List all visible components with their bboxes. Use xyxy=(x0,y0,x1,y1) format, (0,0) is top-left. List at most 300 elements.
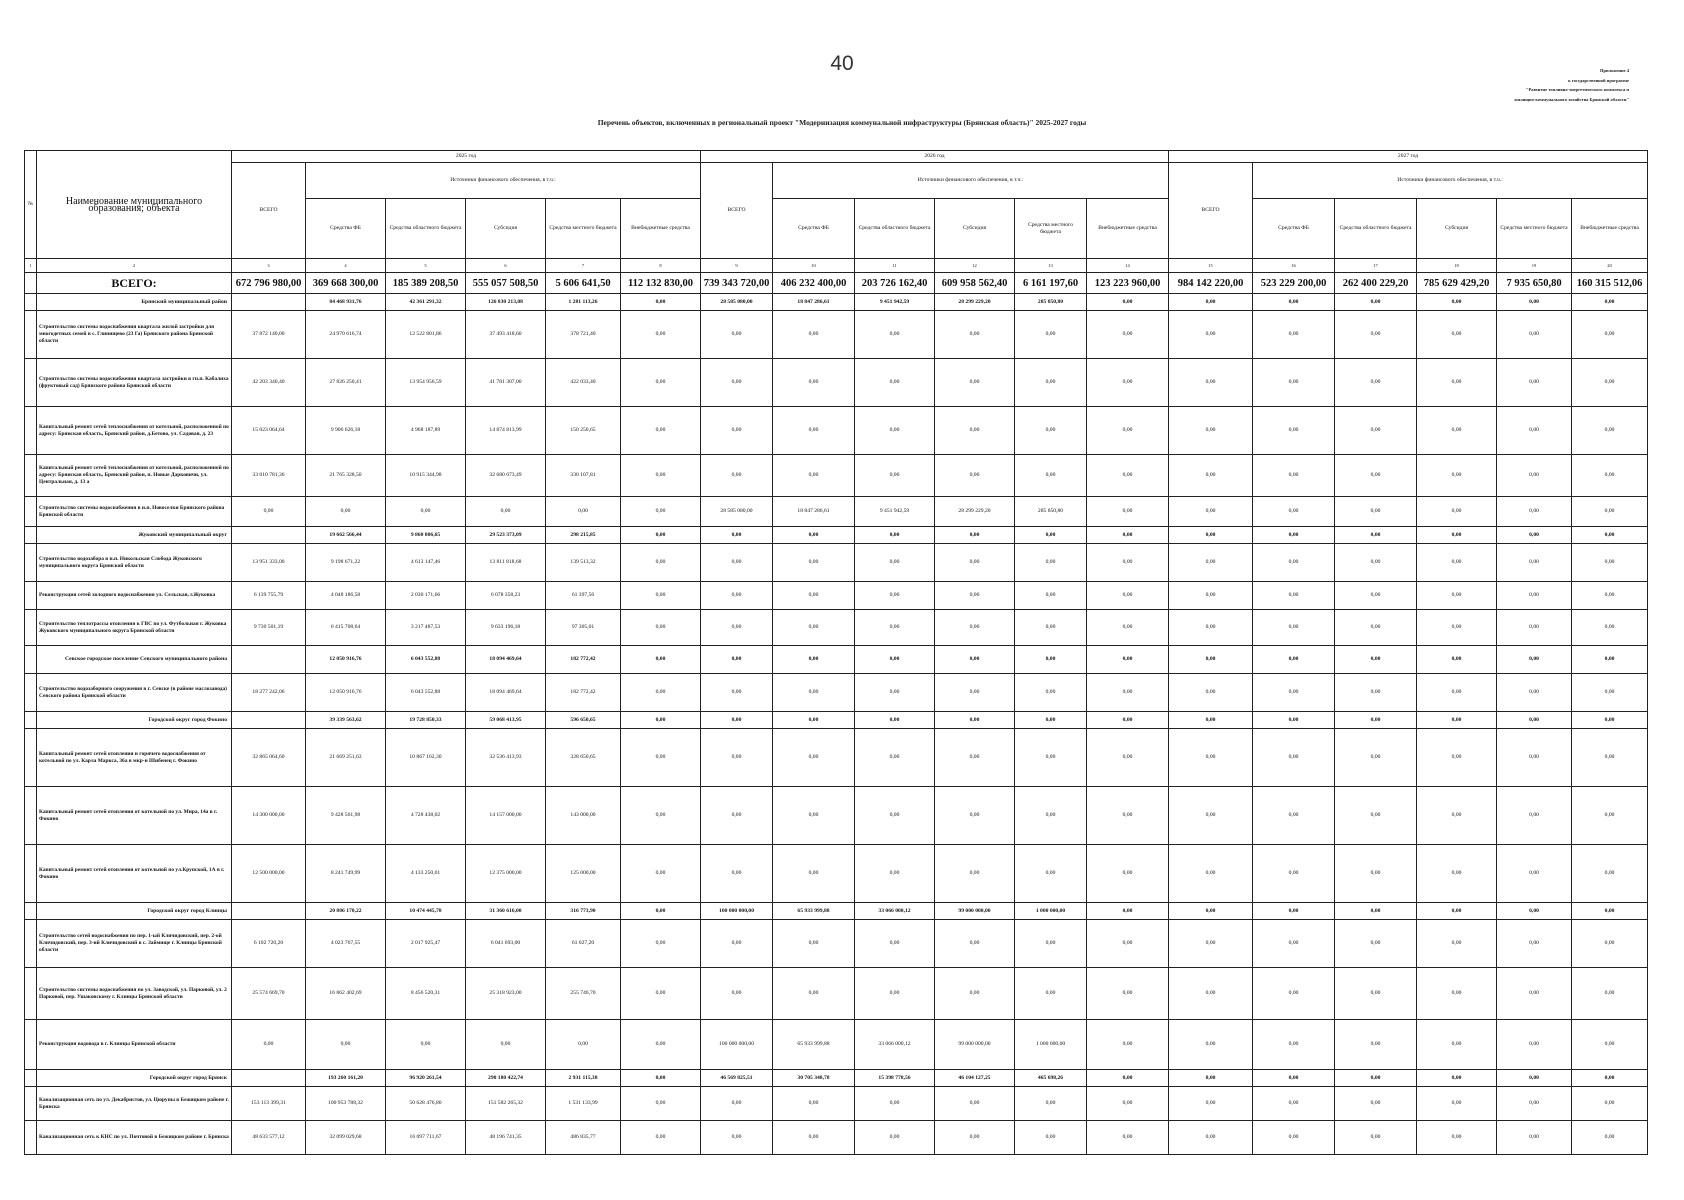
value-cell: 14 300 000,00 xyxy=(232,787,306,845)
index-cell: 5 xyxy=(386,259,466,273)
value-cell: 0,00 xyxy=(935,1121,1015,1155)
object-row xyxy=(25,610,1648,646)
value-cell: 24 970 616,74 xyxy=(306,311,386,359)
index-cell: 14 xyxy=(1087,259,1169,273)
value-cell: 285 850,80 xyxy=(1015,294,1087,311)
value-cell: 0,00 xyxy=(855,1087,935,1121)
value-cell: 0,00 xyxy=(1169,497,1253,527)
value-cell: 0,00 xyxy=(1417,497,1497,527)
value-cell: 0,00 xyxy=(701,845,773,903)
value-cell: 61 027,20 xyxy=(546,920,621,968)
index-cell: 19 xyxy=(1497,259,1572,273)
value-cell: 0,00 xyxy=(935,359,1015,407)
value-cell: 4 613 147,46 xyxy=(386,544,466,582)
row-num-cell xyxy=(25,968,37,1020)
value-cell: 0,00 xyxy=(1253,787,1335,845)
value-cell: 4 023 767,55 xyxy=(306,920,386,968)
group-row xyxy=(25,646,1648,674)
value-cell: 0,00 xyxy=(701,455,773,497)
value-cell: 0,00 xyxy=(701,1087,773,1121)
object-row xyxy=(25,1087,1648,1121)
value-cell: 160 315 512,06 xyxy=(1572,273,1648,294)
object-row xyxy=(25,920,1648,968)
value-cell: 0,00 xyxy=(1087,359,1169,407)
value-cell: 0,00 xyxy=(1335,497,1417,527)
value-cell: 0,00 xyxy=(701,359,773,407)
value-cell: 97 305,01 xyxy=(546,610,621,646)
value-cell: 0,00 xyxy=(1497,294,1572,311)
value-cell: 25 574 669,70 xyxy=(232,968,306,1020)
value-cell: 0,00 xyxy=(621,968,701,1020)
value-cell: 0,00 xyxy=(935,729,1015,787)
value-cell: 0,00 xyxy=(1335,407,1417,455)
value-cell: 42 361 291,32 xyxy=(386,294,466,311)
value-cell: 1 000 000,00 xyxy=(1015,903,1087,920)
value-cell: 0,00 xyxy=(621,359,701,407)
row-num-cell xyxy=(25,407,37,455)
value-cell: 0,00 xyxy=(1335,920,1417,968)
value-cell: 0,00 xyxy=(855,359,935,407)
value-cell: 0,00 xyxy=(1335,729,1417,787)
index-cell: 20 xyxy=(1572,259,1648,273)
value-cell: 12 522 801,86 xyxy=(386,311,466,359)
value-cell: 0,00 xyxy=(1169,582,1253,610)
value-cell: 9 428 561,98 xyxy=(306,787,386,845)
value-cell: 2 931 115,38 xyxy=(546,1070,621,1087)
value-cell: 0,00 xyxy=(1253,674,1335,712)
value-cell: 5 606 641,50 xyxy=(546,273,621,294)
value-cell: 0,00 xyxy=(1253,968,1335,1020)
value-cell: 0,00 xyxy=(1335,527,1417,544)
object-row xyxy=(25,787,1648,845)
value-cell: 0,00 xyxy=(1169,359,1253,407)
row-num-cell xyxy=(25,527,37,544)
value-cell: 0,00 xyxy=(1335,294,1417,311)
index-cell: 7 xyxy=(546,259,621,273)
value-cell: 9 451 942,59 xyxy=(855,294,935,311)
value-cell: 203 726 162,40 xyxy=(855,273,935,294)
value-cell: 0,00 xyxy=(935,610,1015,646)
value-cell: 0,00 xyxy=(1015,527,1087,544)
value-cell: 0,00 xyxy=(773,845,855,903)
value-cell: 0,00 xyxy=(1572,845,1648,903)
value-cell: 0,00 xyxy=(232,497,306,527)
value-cell: 182 772,42 xyxy=(546,674,621,712)
object-row xyxy=(25,968,1648,1020)
value-cell: 39 339 563,62 xyxy=(306,712,386,729)
value-cell: 65 933 999,88 xyxy=(773,903,855,920)
value-cell: 0,00 xyxy=(935,407,1015,455)
row-num-cell xyxy=(25,712,37,729)
value-cell: 0,00 xyxy=(1087,845,1169,903)
header-col-extra: Внебюджетные средства xyxy=(621,199,701,259)
value-cell: 378 721,40 xyxy=(546,311,621,359)
header-col-fb: Средства ФБ xyxy=(1253,199,1335,259)
index-row xyxy=(25,259,1648,273)
value-cell: 32 680 673,49 xyxy=(466,455,546,497)
value-cell: 0,00 xyxy=(935,311,1015,359)
value-cell: 0,00 xyxy=(773,455,855,497)
value-cell: 65 933 999,88 xyxy=(773,1020,855,1070)
row-num-cell xyxy=(25,544,37,582)
value-cell: 0,00 xyxy=(1417,582,1497,610)
value-cell: 0,00 xyxy=(1572,646,1648,674)
value-cell: 0,00 xyxy=(1335,845,1417,903)
value-cell: 0,00 xyxy=(1417,1121,1497,1155)
value-cell: 0,00 xyxy=(1335,311,1417,359)
value-cell: 0,00 xyxy=(1572,455,1648,497)
value-cell: 6 043 552,88 xyxy=(386,646,466,674)
header-num: № xyxy=(25,151,37,259)
value-cell: 0,00 xyxy=(621,455,701,497)
value-cell: 0,00 xyxy=(621,610,701,646)
object-row xyxy=(25,1121,1648,1155)
index-cell: 13 xyxy=(1015,259,1087,273)
value-cell: 0,00 xyxy=(701,544,773,582)
value-cell: 0,00 xyxy=(773,968,855,1020)
value-cell: 28 299 229,20 xyxy=(935,294,1015,311)
row-num-cell xyxy=(25,294,37,311)
row-num-cell xyxy=(25,497,37,527)
value-cell: 0,00 xyxy=(1169,1020,1253,1070)
value-cell: 21 765 328,50 xyxy=(306,455,386,497)
value-cell: 0,00 xyxy=(1253,455,1335,497)
value-cell: 0,00 xyxy=(773,646,855,674)
table-header xyxy=(25,151,1648,259)
row-num-cell xyxy=(25,646,37,674)
index-cell: 2 xyxy=(37,259,232,273)
value-cell: 9 633 196,18 xyxy=(466,610,546,646)
value-cell: 0,00 xyxy=(621,527,701,544)
value-cell: 0,00 xyxy=(1169,674,1253,712)
value-cell: 0,00 xyxy=(1417,712,1497,729)
value-cell: 4 728 438,02 xyxy=(386,787,466,845)
index-cell: 17 xyxy=(1335,259,1417,273)
value-cell: 0,00 xyxy=(1015,1087,1087,1121)
value-cell: 0,00 xyxy=(621,311,701,359)
value-cell: 2 030 171,66 xyxy=(386,582,466,610)
value-cell: 0,00 xyxy=(935,968,1015,1020)
value-cell: 0,00 xyxy=(1087,1020,1169,1070)
document-title: Перечень объектов, включенных в региональный проект "Модернизация коммунальной инфраструктуры (Брянская область)" 2025-2027 годы xyxy=(597,118,1087,127)
row-num-cell xyxy=(25,903,37,920)
value-cell: 0,00 xyxy=(701,729,773,787)
value-cell: 0,00 xyxy=(1417,455,1497,497)
value-cell: 0,00 xyxy=(855,527,935,544)
value-cell: 0,00 xyxy=(621,1070,701,1087)
row-name-cell: Капитальный ремонт сетей отопления и горячего водоснабжения от котельной по ул. Карла Маркса, 36а в мкр-н Шибенец г. Фокино xyxy=(37,729,232,787)
value-cell: 0,00 xyxy=(1015,455,1087,497)
value-cell: 0,00 xyxy=(773,582,855,610)
value-cell: 0,00 xyxy=(1572,359,1648,407)
value-cell: 0,00 xyxy=(1497,359,1572,407)
value-cell: 0,00 xyxy=(1087,646,1169,674)
index-cell: 4 xyxy=(306,259,386,273)
object-row xyxy=(25,407,1648,455)
value-cell: 0,00 xyxy=(1497,582,1572,610)
value-cell: 0,00 xyxy=(1169,903,1253,920)
value-cell: 13 811 818,68 xyxy=(466,544,546,582)
value-cell: 27 826 250,41 xyxy=(306,359,386,407)
header-year-2027: 2027 год xyxy=(1169,151,1648,163)
value-cell: 0,00 xyxy=(1087,1070,1169,1087)
value-cell: 0,00 xyxy=(1087,712,1169,729)
value-cell: 6 041 693,00 xyxy=(466,920,546,968)
value-cell: 0,00 xyxy=(1417,903,1497,920)
group-row xyxy=(25,294,1648,311)
value-cell: 30 705 348,78 xyxy=(773,1070,855,1087)
value-cell: 0,00 xyxy=(1253,544,1335,582)
row-num-cell xyxy=(25,273,37,294)
value-cell: 37 872 140,00 xyxy=(232,311,306,359)
value-cell: 0,00 xyxy=(855,610,935,646)
value-cell: 0,00 xyxy=(1015,1121,1087,1155)
value-cell: 0,00 xyxy=(701,610,773,646)
value-cell: 0,00 xyxy=(1572,712,1648,729)
value-cell: 0,00 xyxy=(701,311,773,359)
row-name-cell: Строительство системы водоснабжения квартала застройки в гп.п. Кабалиха (фруктовый сад) Брянского района Брянской области xyxy=(37,359,232,407)
value-cell: 0,00 xyxy=(1497,1020,1572,1070)
value-cell: 0,00 xyxy=(935,544,1015,582)
value-cell xyxy=(232,294,306,311)
value-cell: 0,00 xyxy=(1335,1020,1417,1070)
value-cell: 0,00 xyxy=(1572,544,1648,582)
value-cell: 0,00 xyxy=(1335,544,1417,582)
value-cell: 0,00 xyxy=(1497,787,1572,845)
value-cell: 0,00 xyxy=(1572,1070,1648,1087)
value-cell: 0,00 xyxy=(306,497,386,527)
value-cell: 10 867 162,30 xyxy=(386,729,466,787)
row-num-cell xyxy=(25,582,37,610)
value-cell: 406 232 400,00 xyxy=(773,273,855,294)
row-num-cell xyxy=(25,1070,37,1087)
value-cell: 6 078 358,23 xyxy=(466,582,546,610)
value-cell: 0,00 xyxy=(935,712,1015,729)
value-cell: 7 935 650,80 xyxy=(1497,273,1572,294)
value-cell: 0,00 xyxy=(1417,920,1497,968)
value-cell: 0,00 xyxy=(1087,674,1169,712)
value-cell: 0,00 xyxy=(1572,407,1648,455)
value-cell: 0,00 xyxy=(1497,455,1572,497)
index-cell: 9 xyxy=(701,259,773,273)
header-col-subsidy: Субсидия xyxy=(466,199,546,259)
value-cell: 0,00 xyxy=(466,1020,546,1070)
value-cell: 0,00 xyxy=(1087,610,1169,646)
value-cell: 8 456 520,31 xyxy=(386,968,466,1020)
row-name-cell: Севское городское поселение Севского муниципального района xyxy=(37,646,232,674)
value-cell: 33 066 000,12 xyxy=(855,1020,935,1070)
value-cell: 143 000,00 xyxy=(546,787,621,845)
value-cell: 0,00 xyxy=(1572,787,1648,845)
value-cell: 0,00 xyxy=(935,674,1015,712)
value-cell: 0,00 xyxy=(855,787,935,845)
value-cell: 0,00 xyxy=(773,920,855,968)
value-cell: 285 850,80 xyxy=(1015,497,1087,527)
value-cell: 0,00 xyxy=(621,497,701,527)
value-cell: 125 000,00 xyxy=(546,845,621,903)
value-cell: 0,00 xyxy=(1335,674,1417,712)
value-cell: 0,00 xyxy=(1015,311,1087,359)
value-cell: 0,00 xyxy=(1087,455,1169,497)
value-cell: 84 468 931,76 xyxy=(306,294,386,311)
value-cell: 0,00 xyxy=(701,968,773,1020)
value-cell: 0,00 xyxy=(701,527,773,544)
value-cell: 0,00 xyxy=(701,920,773,968)
value-cell: 0,00 xyxy=(855,712,935,729)
index-cell: 8 xyxy=(621,259,701,273)
value-cell: 0,00 xyxy=(1169,712,1253,729)
value-cell: 0,00 xyxy=(621,294,701,311)
value-cell: 0,00 xyxy=(1417,1020,1497,1070)
value-cell: 0,00 xyxy=(1087,544,1169,582)
value-cell: 0,00 xyxy=(1015,729,1087,787)
value-cell: 0,00 xyxy=(935,920,1015,968)
value-cell: 0,00 xyxy=(1087,527,1169,544)
value-cell: 984 142 220,00 xyxy=(1169,273,1253,294)
group-row xyxy=(25,712,1648,729)
value-cell: 21 669 251,63 xyxy=(306,729,386,787)
value-cell: 0,00 xyxy=(1253,646,1335,674)
value-cell: 112 132 830,00 xyxy=(621,273,701,294)
value-cell: 0,00 xyxy=(1572,497,1648,527)
object-row xyxy=(25,729,1648,787)
value-cell: 28 585 080,00 xyxy=(701,294,773,311)
value-cell: 100 953 788,32 xyxy=(306,1087,386,1121)
value-cell: 0,00 xyxy=(1335,455,1417,497)
index-cell: 18 xyxy=(1417,259,1497,273)
value-cell: 0,00 xyxy=(1572,1121,1648,1155)
value-cell: 0,00 xyxy=(1015,359,1087,407)
value-cell: 193 260 161,20 xyxy=(306,1070,386,1087)
value-cell: 4 968 187,89 xyxy=(386,407,466,455)
value-cell: 0,00 xyxy=(1253,845,1335,903)
value-cell: 0,00 xyxy=(773,1087,855,1121)
index-cell: 6 xyxy=(466,259,546,273)
value-cell: 0,00 xyxy=(1253,311,1335,359)
value-cell: 123 223 960,00 xyxy=(1087,273,1169,294)
value-cell: 0,00 xyxy=(855,729,935,787)
value-cell xyxy=(232,712,306,729)
value-cell: 99 000 000,00 xyxy=(935,903,1015,920)
value-cell: 0,00 xyxy=(1253,729,1335,787)
value-cell: 0,00 xyxy=(1015,845,1087,903)
value-cell: 29 523 373,09 xyxy=(466,527,546,544)
value-cell: 15 398 778,56 xyxy=(855,1070,935,1087)
value-cell: 8 241 749,99 xyxy=(306,845,386,903)
value-cell: 555 057 508,50 xyxy=(466,273,546,294)
row-name-cell: Строительство системы водоснабжения квартала жилой застройки для многодетных семей в с. Глинищево (23 Га) Брянского района Брянской области xyxy=(37,311,232,359)
value-cell: 9 860 806,65 xyxy=(386,527,466,544)
index-cell: 11 xyxy=(855,259,935,273)
value-cell: 153 113 399,31 xyxy=(232,1087,306,1121)
value-cell: 0,00 xyxy=(386,1020,466,1070)
page-number: 40 xyxy=(830,52,854,75)
value-cell: 0,00 xyxy=(546,497,621,527)
value-cell: 0,00 xyxy=(1335,610,1417,646)
value-cell: 0,00 xyxy=(773,311,855,359)
value-cell: 0,00 xyxy=(935,1087,1015,1121)
value-cell: 0,00 xyxy=(1253,920,1335,968)
value-cell: 6 139 755,79 xyxy=(232,582,306,610)
value-cell: 46 569 825,51 xyxy=(701,1070,773,1087)
row-name-cell: Городской округ город Брянск xyxy=(37,1070,232,1087)
value-cell: 0,00 xyxy=(1169,455,1253,497)
value-cell: 672 796 980,00 xyxy=(232,273,306,294)
value-cell: 0,00 xyxy=(1169,1087,1253,1121)
header-col-mb: Средства местного бюджета xyxy=(1497,199,1572,259)
total-row xyxy=(25,273,1648,294)
value-cell: 1 531 133,99 xyxy=(546,1087,621,1121)
value-cell: 0,00 xyxy=(1335,903,1417,920)
value-cell: 0,00 xyxy=(621,903,701,920)
object-row xyxy=(25,497,1648,527)
value-cell: 0,00 xyxy=(1417,674,1497,712)
header-col-mb: Средства местного бюджета xyxy=(546,199,621,259)
value-cell: 100 000 000,00 xyxy=(701,903,773,920)
value-cell: 0,00 xyxy=(1417,359,1497,407)
value-cell: 0,00 xyxy=(1497,610,1572,646)
value-cell: 255 746,70 xyxy=(546,968,621,1020)
row-num-cell xyxy=(25,610,37,646)
value-cell: 0,00 xyxy=(1335,1070,1417,1087)
row-name-cell: Строительство системы водоснабжения в н.п. Новоселки Брянского района Брянской области xyxy=(37,497,232,527)
index-cell: 10 xyxy=(773,259,855,273)
value-cell: 0,00 xyxy=(1417,646,1497,674)
value-cell: 18 847 286,61 xyxy=(773,294,855,311)
value-cell xyxy=(232,646,306,674)
row-num-cell xyxy=(25,1087,37,1121)
value-cell: 0,00 xyxy=(1417,610,1497,646)
header-col-mb: Средства местного бюджета xyxy=(1015,199,1087,259)
value-cell: 12 375 000,00 xyxy=(466,845,546,903)
value-cell: 48 633 577,12 xyxy=(232,1121,306,1155)
value-cell: 0,00 xyxy=(621,646,701,674)
value-cell: 0,00 xyxy=(935,582,1015,610)
row-name-cell: Городской округ город Клинцы xyxy=(37,903,232,920)
value-cell: 46 104 127,25 xyxy=(935,1070,1015,1087)
header-year-2025: 2025 год xyxy=(232,151,701,163)
row-num-cell xyxy=(25,787,37,845)
value-cell: 18 094 469,64 xyxy=(466,674,546,712)
value-cell: 0,00 xyxy=(1169,1070,1253,1087)
value-cell: 0,00 xyxy=(1087,407,1169,455)
header-vsego-2025: ВСЕГО xyxy=(232,163,306,259)
value-cell: 9 198 671,22 xyxy=(306,544,386,582)
header-vsego-2027: ВСЕГО xyxy=(1169,163,1253,259)
value-cell: 0,00 xyxy=(1087,729,1169,787)
value-cell: 16 097 711,67 xyxy=(386,1121,466,1155)
value-cell: 0,00 xyxy=(1497,845,1572,903)
value-cell: 0,00 xyxy=(1169,527,1253,544)
value-cell: 0,00 xyxy=(621,729,701,787)
value-cell: 6 043 552,88 xyxy=(386,674,466,712)
header-col-fb: Средства ФБ xyxy=(306,199,386,259)
value-cell: 369 668 300,00 xyxy=(306,273,386,294)
value-cell: 0,00 xyxy=(1497,646,1572,674)
value-cell: 0,00 xyxy=(855,311,935,359)
value-cell: 3 217 487,53 xyxy=(386,610,466,646)
value-cell: 32 099 029,68 xyxy=(306,1121,386,1155)
value-cell: 298 215,85 xyxy=(546,527,621,544)
value-cell: 0,00 xyxy=(1169,787,1253,845)
value-cell: 18 277 242,06 xyxy=(232,674,306,712)
value-cell: 182 772,42 xyxy=(546,646,621,674)
value-cell: 0,00 xyxy=(1087,311,1169,359)
value-cell: 0,00 xyxy=(1253,359,1335,407)
value-cell: 0,00 xyxy=(1417,787,1497,845)
value-cell: 13 951 333,00 xyxy=(232,544,306,582)
value-cell: 18 094 469,64 xyxy=(466,646,546,674)
